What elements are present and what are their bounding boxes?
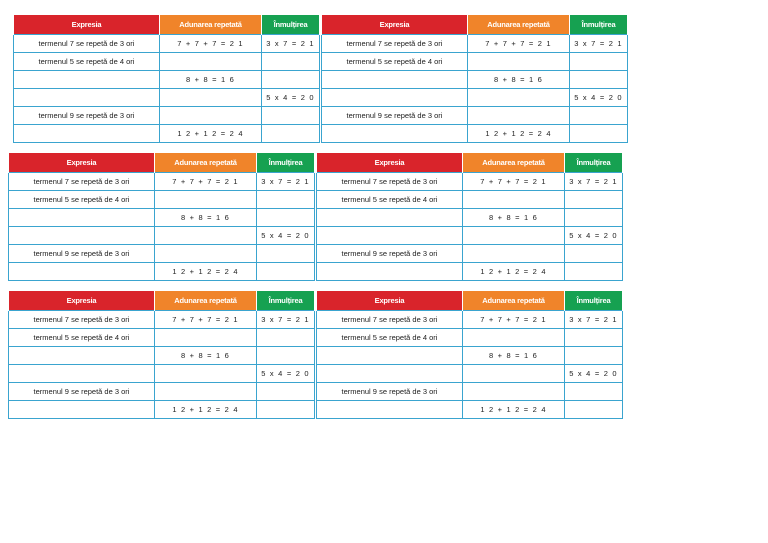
expression-cell [9, 401, 155, 419]
expression-cell [317, 365, 463, 383]
addition-cell: 8 + 8 = 1 6 [155, 209, 257, 227]
header-multiplication: Înmulțirea [565, 153, 623, 173]
expression-cell [317, 347, 463, 365]
multiplication-cell: 5 x 4 = 2 0 [565, 365, 623, 383]
multiplication-cell [257, 209, 315, 227]
expression-cell: termenul 9 se repetă de 3 ori [9, 383, 155, 401]
table-row [9, 209, 315, 227]
addition-cell [463, 191, 565, 209]
multiplication-cell [262, 53, 320, 71]
expression-cell [9, 209, 155, 227]
worksheet-table [8, 291, 315, 419]
addition-cell: 1 2 + 1 2 = 2 4 [155, 263, 257, 281]
expression-cell: termenul 7 se repetă de 3 ori [317, 173, 463, 191]
expression-cell [317, 401, 463, 419]
table-row [317, 329, 623, 347]
addition-cell: 1 2 + 1 2 = 2 4 [160, 125, 262, 143]
multiplication-cell [257, 401, 315, 419]
table-row [9, 383, 315, 401]
table-row [322, 53, 628, 71]
expression-cell [14, 89, 160, 107]
addition-cell [160, 107, 262, 125]
header-repeated-addition: Adunarea repetată [155, 153, 257, 173]
expression-cell [317, 209, 463, 227]
multiplication-cell [565, 245, 623, 263]
addition-cell [463, 329, 565, 347]
addition-cell: 7 + 7 + 7 = 2 1 [160, 35, 262, 53]
table-row [322, 107, 628, 125]
table-row [317, 263, 623, 281]
addition-cell [463, 383, 565, 401]
addition-cell [463, 227, 565, 245]
table-row [9, 329, 315, 347]
table-row [317, 401, 623, 419]
expression-cell: termenul 7 se repetă de 3 ori [9, 311, 155, 329]
header-row [9, 291, 315, 311]
multiplication-cell [257, 329, 315, 347]
multiplication-cell [570, 53, 628, 71]
expression-cell [322, 125, 468, 143]
multiplication-cell [565, 209, 623, 227]
addition-cell: 1 2 + 1 2 = 2 4 [468, 125, 570, 143]
header-row [317, 153, 623, 173]
addition-cell [155, 227, 257, 245]
expression-cell: termenul 5 se repetă de 4 ori [9, 191, 155, 209]
expression-cell [322, 89, 468, 107]
multiplication-cell [257, 383, 315, 401]
multiplication-cell: 3 x 7 = 2 1 [257, 311, 315, 329]
table-row [322, 71, 628, 89]
header-row [317, 291, 623, 311]
addition-cell [155, 329, 257, 347]
addition-cell [155, 245, 257, 263]
addition-cell [463, 365, 565, 383]
multiplication-cell [565, 347, 623, 365]
table-row [317, 383, 623, 401]
multiplication-cell: 3 x 7 = 2 1 [257, 173, 315, 191]
expression-cell: termenul 5 se repetă de 4 ori [322, 53, 468, 71]
table-row [14, 107, 320, 125]
worksheet-table [321, 15, 628, 143]
expression-cell: termenul 7 se repetă de 3 ori [9, 173, 155, 191]
expression-cell: termenul 5 se repetă de 4 ori [14, 53, 160, 71]
table-row [317, 173, 623, 191]
addition-cell [468, 53, 570, 71]
multiplication-cell [262, 71, 320, 89]
addition-cell [160, 53, 262, 71]
worksheet-table [316, 153, 623, 281]
table-row [9, 245, 315, 263]
worksheet-table [13, 15, 320, 143]
expression-cell: termenul 9 se repetă de 3 ori [317, 245, 463, 263]
expression-cell [9, 365, 155, 383]
multiplication-cell [570, 107, 628, 125]
header-expression: Expresia [322, 15, 468, 35]
table-row [9, 191, 315, 209]
header-expression: Expresia [14, 15, 160, 35]
multiplication-cell: 5 x 4 = 2 0 [257, 227, 315, 245]
header-row [9, 153, 315, 173]
addition-cell: 7 + 7 + 7 = 2 1 [155, 311, 257, 329]
expression-cell: termenul 7 se repetă de 3 ori [14, 35, 160, 53]
multiplication-cell [570, 71, 628, 89]
expression-cell [322, 71, 468, 89]
multiplication-cell [565, 263, 623, 281]
table-row [9, 173, 315, 191]
header-repeated-addition: Adunarea repetată [160, 15, 262, 35]
expression-cell: termenul 5 se repetă de 4 ori [317, 191, 463, 209]
addition-cell: 8 + 8 = 1 6 [155, 347, 257, 365]
multiplication-cell: 3 x 7 = 2 1 [570, 35, 628, 53]
multiplication-cell: 5 x 4 = 2 0 [257, 365, 315, 383]
table-row [322, 35, 628, 53]
addition-cell: 8 + 8 = 1 6 [160, 71, 262, 89]
expression-cell [14, 71, 160, 89]
addition-cell: 1 2 + 1 2 = 2 4 [155, 401, 257, 419]
expression-cell: termenul 9 se repetă de 3 ori [9, 245, 155, 263]
addition-cell: 7 + 7 + 7 = 2 1 [468, 35, 570, 53]
table-row [9, 347, 315, 365]
expression-cell [14, 125, 160, 143]
table-row [14, 125, 320, 143]
addition-cell: 1 2 + 1 2 = 2 4 [463, 263, 565, 281]
table-row [317, 311, 623, 329]
table-row [317, 209, 623, 227]
header-repeated-addition: Adunarea repetată [468, 15, 570, 35]
header-repeated-addition: Adunarea repetată [463, 153, 565, 173]
multiplication-cell: 5 x 4 = 2 0 [262, 89, 320, 107]
expression-cell: termenul 5 se repetă de 4 ori [9, 329, 155, 347]
expression-cell: termenul 7 se repetă de 3 ori [317, 311, 463, 329]
header-multiplication: Înmulțirea [257, 153, 315, 173]
header-expression: Expresia [9, 291, 155, 311]
expression-cell [317, 263, 463, 281]
addition-cell: 7 + 7 + 7 = 2 1 [463, 173, 565, 191]
expression-cell: termenul 7 se repetă de 3 ori [322, 35, 468, 53]
multiplication-cell [565, 329, 623, 347]
multiplication-cell [262, 107, 320, 125]
multiplication-cell [570, 125, 628, 143]
multiplication-cell [257, 245, 315, 263]
multiplication-cell [565, 401, 623, 419]
expression-cell: termenul 5 se repetă de 4 ori [317, 329, 463, 347]
addition-cell: 7 + 7 + 7 = 2 1 [155, 173, 257, 191]
header-row [14, 15, 320, 35]
header-expression: Expresia [9, 153, 155, 173]
multiplication-cell [565, 383, 623, 401]
table-row [14, 71, 320, 89]
expression-cell [9, 227, 155, 245]
addition-cell: 7 + 7 + 7 = 2 1 [463, 311, 565, 329]
header-repeated-addition: Adunarea repetată [155, 291, 257, 311]
table-row [317, 347, 623, 365]
header-expression: Expresia [317, 153, 463, 173]
header-multiplication: Înmulțirea [257, 291, 315, 311]
multiplication-cell [257, 347, 315, 365]
header-row [322, 15, 628, 35]
addition-cell [468, 89, 570, 107]
expression-cell: termenul 9 se repetă de 3 ori [322, 107, 468, 125]
table-row [9, 227, 315, 245]
header-repeated-addition: Adunarea repetată [463, 291, 565, 311]
addition-cell [155, 383, 257, 401]
table-row [322, 125, 628, 143]
table-row [322, 89, 628, 107]
table-row [317, 227, 623, 245]
expression-cell [9, 263, 155, 281]
addition-cell [463, 245, 565, 263]
multiplication-cell [257, 263, 315, 281]
addition-cell: 8 + 8 = 1 6 [463, 209, 565, 227]
table-row [9, 365, 315, 383]
table-row [14, 35, 320, 53]
expression-cell: termenul 9 se repetă de 3 ori [14, 107, 160, 125]
table-row [317, 365, 623, 383]
multiplication-cell: 3 x 7 = 2 1 [565, 311, 623, 329]
header-multiplication: Înmulțirea [570, 15, 628, 35]
multiplication-cell: 3 x 7 = 2 1 [565, 173, 623, 191]
worksheet-table [8, 153, 315, 281]
expression-cell: termenul 9 se repetă de 3 ori [317, 383, 463, 401]
addition-cell [155, 191, 257, 209]
multiplication-cell: 5 x 4 = 2 0 [570, 89, 628, 107]
multiplication-cell: 5 x 4 = 2 0 [565, 227, 623, 245]
table-row [9, 311, 315, 329]
addition-cell: 8 + 8 = 1 6 [463, 347, 565, 365]
expression-cell [317, 227, 463, 245]
addition-cell [468, 107, 570, 125]
table-row [317, 245, 623, 263]
addition-cell [155, 365, 257, 383]
addition-cell [160, 89, 262, 107]
header-expression: Expresia [317, 291, 463, 311]
header-multiplication: Înmulțirea [262, 15, 320, 35]
table-row [317, 191, 623, 209]
addition-cell: 1 2 + 1 2 = 2 4 [463, 401, 565, 419]
table-row [14, 53, 320, 71]
multiplication-cell [565, 191, 623, 209]
expression-cell [9, 347, 155, 365]
table-row [9, 401, 315, 419]
worksheet-table [316, 291, 623, 419]
multiplication-cell [257, 191, 315, 209]
addition-cell: 8 + 8 = 1 6 [468, 71, 570, 89]
table-row [9, 263, 315, 281]
header-multiplication: Înmulțirea [565, 291, 623, 311]
table-row [14, 89, 320, 107]
multiplication-cell [262, 125, 320, 143]
multiplication-cell: 3 x 7 = 2 1 [262, 35, 320, 53]
